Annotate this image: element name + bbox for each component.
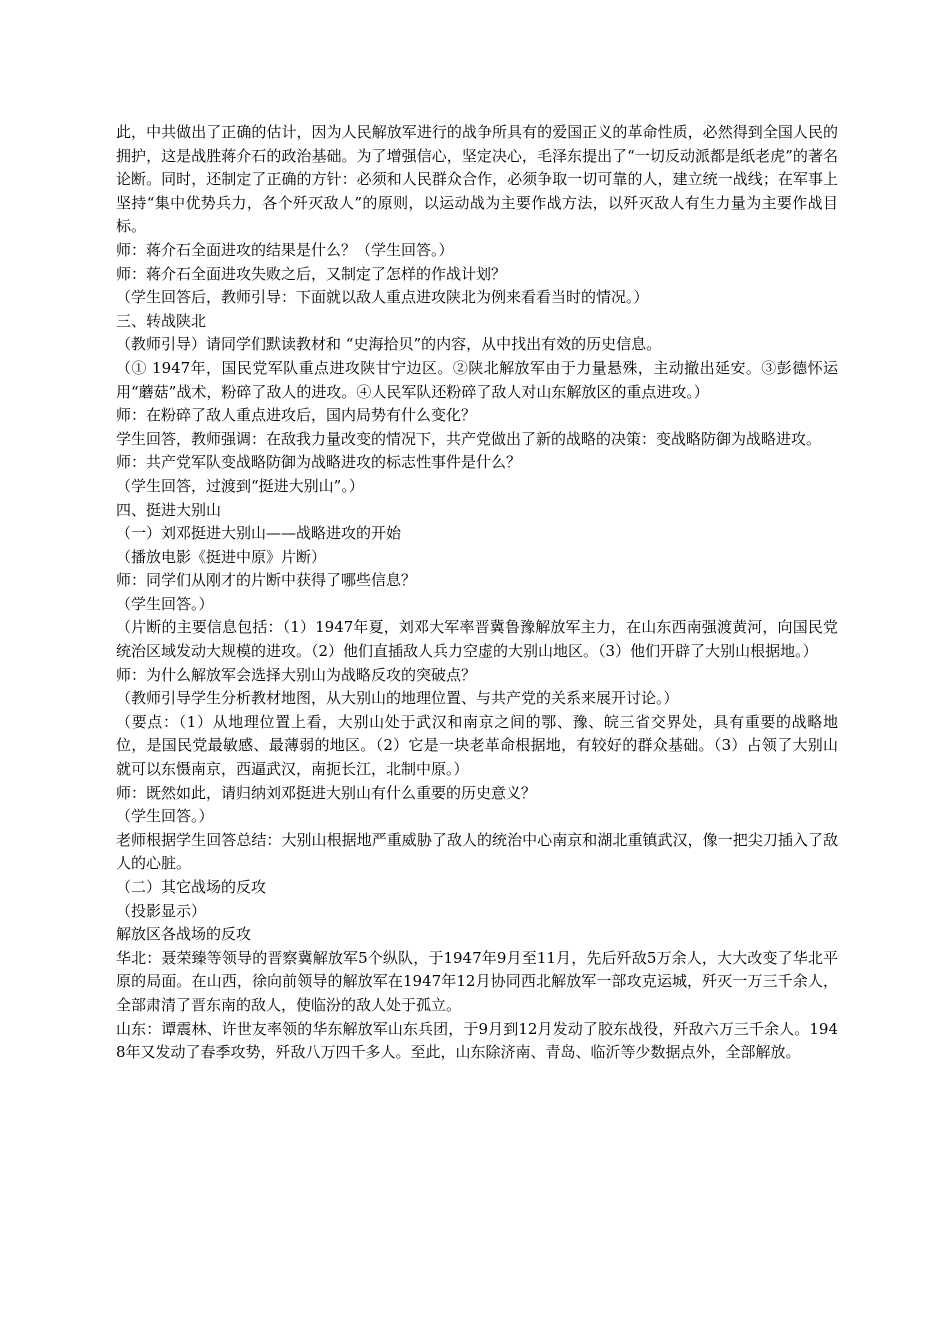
- paragraph-teacher-emphasis: 学生回答，教师强调：在敌我力量改变的情况下，共产党做出了新的战略的决策：变战略防御为战略进攻。: [116, 429, 822, 448]
- section-heading-dabieshan: 四、挺进大别山: [116, 500, 222, 519]
- subsection-heading-other-fronts: （二）其它战场的反攻: [116, 878, 267, 896]
- paragraph-student-answer-transition: （学生回答后，教师引导：下面就以敌人重点进攻陕北为例来看看当时的情况。）: [116, 288, 649, 307]
- paragraph-projection: （投影显示）: [116, 901, 207, 920]
- paragraph-teacher-guide-reading: （教师引导）请同学们默读教材和 “史海拾贝”的内容，从中找出有效的历史信息。: [116, 335, 662, 354]
- paragraph-teacher-guide-map: （教师引导学生分析教材地图，从大别山的地理位置、与共产党的关系来展开讨论。）: [116, 689, 679, 708]
- paragraph-shandong: 山东：谭震林、许世友率领的华东解放军山东兵团，于9月到12月发动了胶东战役，歼敌六万三千余人。1948年又发动了春季攻势，歼敌八万四千多人。至此，山东除济南、青岛、临沂等少数据点外，全部解放。: [116, 1019, 838, 1062]
- paragraph-teacher-question-why: 师：为什么解放军会选择大别山为战略反攻的突破点？: [116, 665, 477, 684]
- paragraph-teacher-question-plan: 师：蒋介石全面进攻失败之后，又制定了怎样的作战计划？: [116, 264, 507, 283]
- document-page: [116, 121, 838, 1065]
- paragraph-key-points: （要点：（1）从地理位置上看，大别山处于武汉和南京之间的鄂、豫、皖三省交界处，具有重要的战略地位，是国民党最敏感、最薄弱的地区。（2）它是一块老革命根据地，有较好的群众基础。（3）占领了大别山就可以东慑南京，西逼武汉，南扼长江，北制中原。）: [116, 712, 838, 779]
- subsection-heading-liudeng: （一）刘邓挺进大别山——战略进攻的开始: [116, 524, 402, 543]
- paragraph-film-clip: （播放电影《挺进中原》片断）: [116, 547, 327, 566]
- paragraph-clip-info: （片断的主要信息包括：（1）1947年夏，刘邓大军率晋冀鲁豫解放军主力，在山东西南强渡黄河，向国民党统治区域发动大规模的进攻。（2）他们直插敌人兵力空虚的大别山地区。（3）他们开辟了大别山根据地。）: [116, 618, 838, 661]
- section-heading-shaanbei: 三、转战陕北: [116, 311, 207, 330]
- paragraph-history-points: （① 1947年，国民党军队重点进攻陕甘宁边区。②陕北解放军由于力量悬殊，主动撤出延安。③彭德怀运用“蘑菇”战术，粉碎了敌人的进攻。④人民军队还粉碎了敌人对山东解放区的重点进攻。）: [116, 358, 838, 401]
- paragraph-teacher-question-situation: 师：在粉碎了敌人重点进攻后，国内局势有什么变化？: [116, 406, 477, 425]
- paragraph-teacher-summary: 老师根据学生回答总结：大别山根据地严重威胁了敌人的统治中心南京和湖北重镇武汉，像一把尖刀插入了敌人的心脏。: [116, 830, 838, 873]
- paragraph-teacher-question-significance: 师：既然如此，请归纳刘邓挺进大别山有什么重要的历史意义？: [116, 783, 537, 802]
- paragraph-student-answer-2: （学生回答。）: [116, 807, 214, 826]
- paragraph-teacher-question-info: 师：同学们从刚才的片断中获得了哪些信息？: [116, 571, 417, 590]
- paragraph-huabei: 华北：聂荣臻等领导的晋察冀解放军5个纵队，于1947年9月至11月，先后歼敌5万余人，大大改变了华北平原的局面。在山西，徐向前领导的解放军在1947年12月协同西北解放军一部攻克运城，歼灭一万三千余人，全部肃清了晋东南的敌人，使临汾的敌人处于孤立。: [116, 948, 838, 1014]
- paragraph-teacher-question-event: 师：共产党军队变战略防御为战略进攻的标志性事件是什么？: [116, 453, 522, 472]
- paragraph-intro-continuation: 此，中共做出了正确的估计，因为人民解放军进行的战争所具有的爱国正义的革命性质，必然得到全国人民的拥护，这是战胜蒋介石的政治基础。为了增强信心，坚定决心，毛泽东提出了“一切反动派都是纸老虎”的著名论断。同时，还制定了正确的方针：必须和人民群众合作，必须争取一切可靠的人，建立统一战线；在军事上坚持“集中优势兵力，各个歼灭敌人”的原则，以运动战为主要作战方法，以歼灭敌人有生力量为主要作战目标。: [116, 123, 838, 236]
- paragraph-teacher-question-result: 师：蒋介石全面进攻的结果是什么？（学生回答。）: [116, 240, 454, 259]
- paragraph-projection-title: 解放区各战场的反攻: [116, 925, 252, 944]
- paragraph-student-answer: （学生回答。）: [116, 594, 214, 613]
- paragraph-transition-dabieshan: （学生回答，过渡到“挺进大别山”。）: [116, 476, 364, 495]
